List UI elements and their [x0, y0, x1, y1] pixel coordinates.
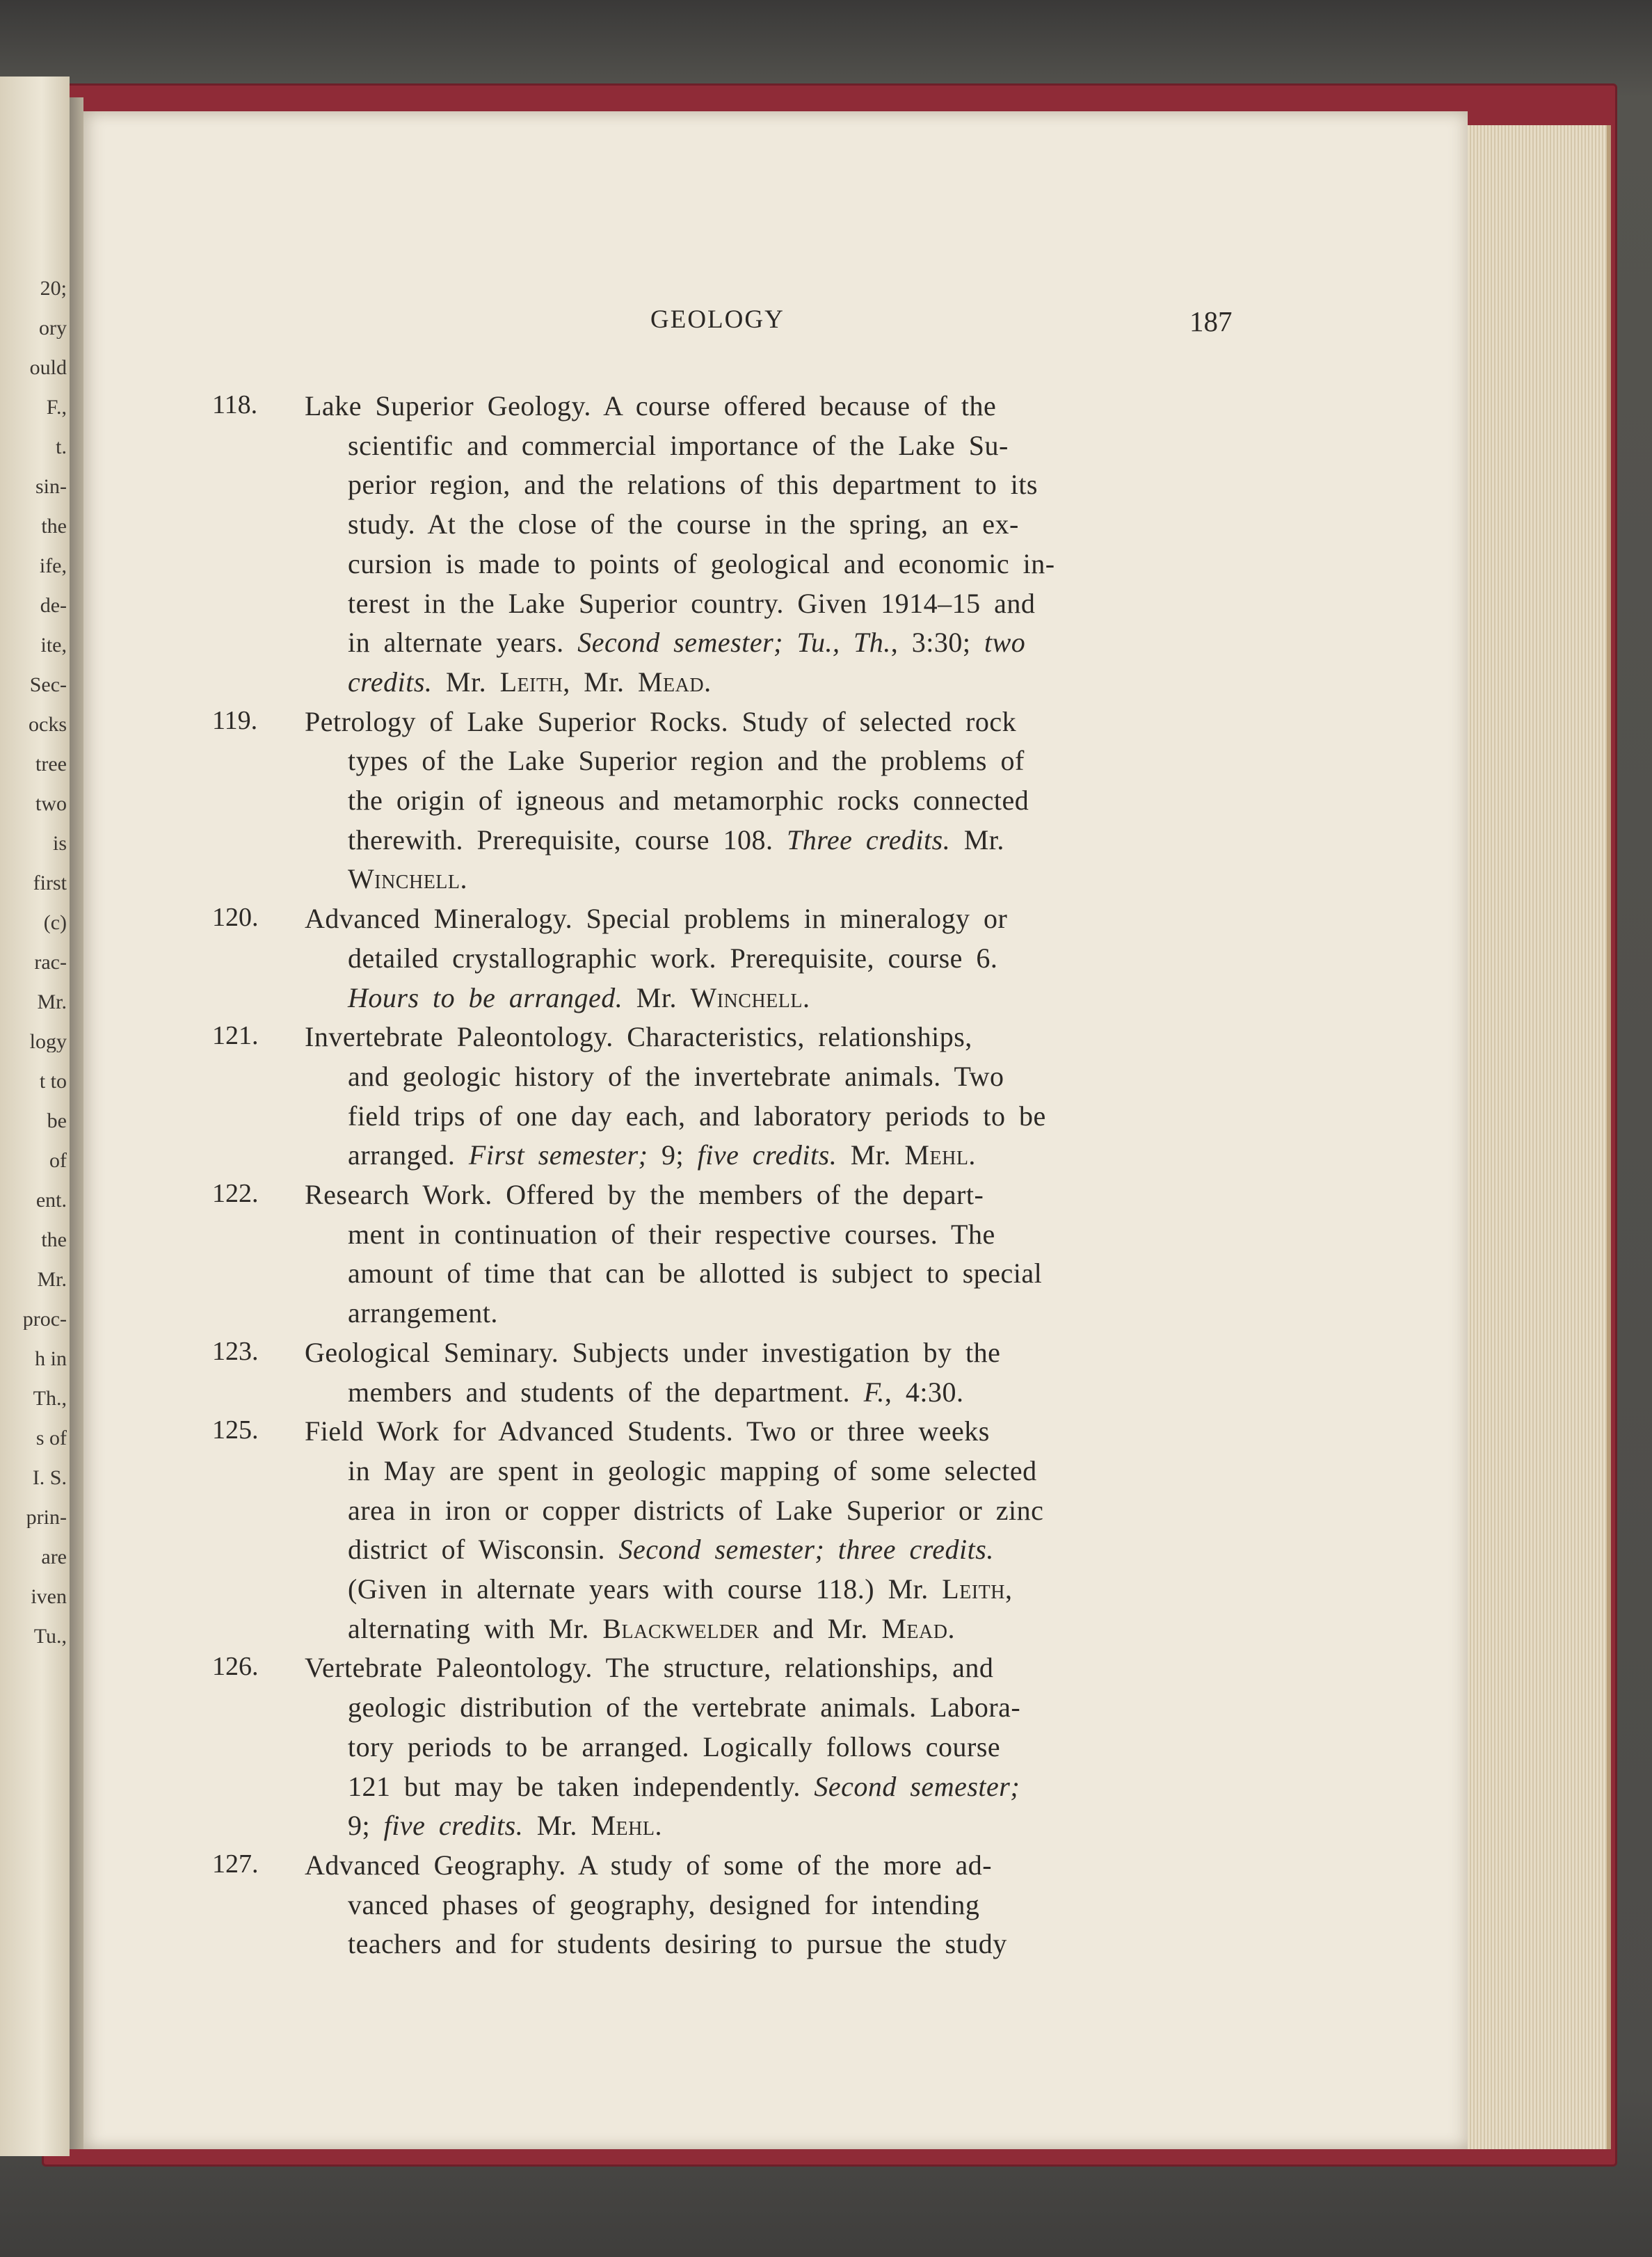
- entry-number: 119.: [212, 705, 258, 735]
- margin-text-fragment: de-: [40, 595, 67, 616]
- entry-line: [348, 824, 1004, 856]
- entry-line: [348, 1060, 1004, 1093]
- entry-number: 120.: [212, 903, 259, 933]
- entry-text: 9;: [648, 1139, 698, 1171]
- margin-text-fragment: (c): [43, 913, 67, 933]
- running-head: GEOLOGY: [650, 305, 785, 334]
- entry-text: study. At the close of the course in the spring, an ex-: [348, 508, 1019, 540]
- entry-line: [348, 1888, 979, 1921]
- entry-text: .: [802, 981, 810, 1013]
- margin-text-fragment: prin-: [26, 1507, 67, 1528]
- entry-line: [348, 1257, 1042, 1290]
- entry-text: Mr.: [432, 666, 500, 698]
- entry-text: detailed crystallographic work. Prerequisite, course 6.: [348, 942, 998, 974]
- entry-line: [348, 1139, 976, 1171]
- margin-text-fragment: ould: [29, 358, 67, 378]
- instructor-name: Blackwelder: [602, 1612, 760, 1644]
- entry-text: Geological Seminary. Subjects under investigation by the: [305, 1336, 1001, 1368]
- schedule-italic: First semester;: [468, 1139, 648, 1171]
- entry-text: the origin of igneous and metamorphic rocks connected: [348, 785, 1029, 816]
- margin-text-fragment: I. S.: [32, 1468, 67, 1488]
- schedule-italic: five credits.: [697, 1139, 837, 1171]
- margin-text-fragment: t.: [56, 437, 67, 458]
- entry-text: Mr.: [623, 981, 691, 1013]
- entry-text: scientific and commercial importance of the Lake Su-: [348, 429, 1009, 461]
- entry-text: and Mr.: [759, 1612, 882, 1644]
- entry-text: Mr.: [523, 1810, 591, 1842]
- entry-text: teachers and for students desiring to pursue the study: [348, 1928, 1007, 1960]
- entry-text: Field Work for Advanced Students. Two or three weeks: [305, 1415, 990, 1447]
- entry-line: [305, 902, 1007, 935]
- margin-text-fragment: proc-: [22, 1309, 67, 1330]
- entry-line: [348, 1927, 1007, 1960]
- entry-line: [305, 389, 996, 422]
- entry-line: [348, 626, 1025, 659]
- entry-text: area in iron or copper districts of Lake Superior or zinc: [348, 1494, 1044, 1526]
- schedule-italic: Second semester; Tu., Th.: [577, 627, 891, 659]
- margin-text-fragment: tree: [35, 754, 67, 775]
- margin-text-fragment: Mr.: [37, 1269, 67, 1290]
- entry-text: .: [947, 1612, 955, 1644]
- entry-text: district of Wisconsin.: [348, 1534, 619, 1566]
- schedule-italic: F.: [863, 1376, 885, 1408]
- entry-line: [348, 784, 1029, 817]
- entry-text: members and students of the department.: [348, 1376, 864, 1408]
- margin-text-fragment: are: [41, 1547, 67, 1568]
- entry-text: in May are spent in geologic mapping of some selected: [348, 1454, 1037, 1486]
- entry-line: [348, 1730, 1000, 1763]
- schedule-italic: Second semester; three credits.: [618, 1534, 994, 1566]
- margin-text-fragment: rac-: [34, 952, 67, 973]
- entry-text: alternating with Mr.: [348, 1612, 603, 1644]
- entry-line: [348, 862, 467, 895]
- entry-line: [348, 981, 810, 1014]
- instructor-name: Leith: [942, 1573, 1005, 1605]
- entry-text: Advanced Geography. A study of some of the more ad-: [305, 1849, 993, 1881]
- entry-line: [348, 1691, 1020, 1724]
- entry-text: 121 but may be taken independently.: [348, 1770, 815, 1802]
- margin-text-fragment: sin-: [35, 476, 67, 497]
- instructor-name: Winchell: [348, 863, 460, 895]
- margin-text-fragment: F.,: [46, 397, 67, 418]
- entry-line: [305, 1020, 972, 1053]
- margin-text-fragment: 20;: [40, 278, 67, 299]
- entry-number: 123.: [212, 1336, 259, 1366]
- entry-text: Invertebrate Paleontology. Characteristics, relationships,: [305, 1021, 972, 1053]
- schedule-italic: credits.: [348, 666, 433, 698]
- margin-text-fragment: the: [41, 1230, 67, 1251]
- margin-text-fragment: logy: [29, 1031, 67, 1052]
- entry-line: [348, 547, 1055, 580]
- entry-text: .: [968, 1139, 976, 1171]
- book-gutter: [70, 97, 83, 2149]
- entry-text: and geologic history of the invertebrate animals. Two: [348, 1060, 1004, 1092]
- schedule-italic: two: [984, 627, 1026, 659]
- schedule-italic: Second semester;: [814, 1770, 1020, 1802]
- entry-text: cursion is made to points of geological and economic in-: [348, 547, 1055, 579]
- entry-text: .: [655, 1810, 662, 1842]
- margin-text-fragment: h in: [35, 1349, 67, 1370]
- entry-text: terest in the Lake Superior country. Given 1914–15 and: [348, 587, 1036, 619]
- schedule-italic: five credits.: [383, 1810, 524, 1842]
- entry-line: [305, 1415, 990, 1447]
- instructor-name: Mehl: [904, 1139, 969, 1171]
- margin-text-fragment: is: [52, 833, 67, 854]
- entry-line: [348, 666, 712, 698]
- margin-text-fragment: Sec-: [29, 675, 67, 696]
- entry-line: [348, 1296, 498, 1329]
- margin-text-fragment: first: [33, 873, 67, 894]
- margin-text-fragment: Mr.: [37, 992, 67, 1013]
- entry-line: [348, 1809, 662, 1842]
- entry-line: [305, 1336, 1000, 1369]
- margin-text-fragment: Tu.,: [33, 1626, 67, 1647]
- instructor-name: Mead: [881, 1612, 948, 1644]
- entry-line: [348, 429, 1009, 462]
- margin-text-fragment: be: [47, 1111, 67, 1132]
- entry-text: Lake Superior Geology. A course offered because of the: [305, 390, 997, 421]
- entry-text: Vertebrate Paleontology. The structure, relationships, and: [305, 1652, 994, 1684]
- entry-line: [348, 1573, 1012, 1605]
- entry-line: [348, 744, 1025, 777]
- entry-text: arrangement.: [348, 1297, 498, 1329]
- entry-number: 126.: [212, 1652, 259, 1682]
- entry-line: [348, 1218, 995, 1251]
- entry-text: Research Work. Offered by the members of the depart-: [305, 1179, 984, 1210]
- entry-line: [305, 1849, 992, 1881]
- entry-text: perior region, and the relations of this department to its: [348, 469, 1038, 501]
- entry-text: ment in continuation of their respective courses. The: [348, 1218, 995, 1250]
- entry-line: [348, 1376, 964, 1408]
- entry-text: Advanced Mineralogy. Special problems in mineralogy or: [305, 903, 1008, 935]
- margin-text-fragment: ite,: [40, 635, 67, 656]
- schedule-italic: Three credits.: [787, 824, 951, 856]
- entry-text: tory periods to be arranged. Logically follows course: [348, 1730, 1001, 1762]
- entry-text: 9;: [348, 1810, 384, 1842]
- entry-number: 121.: [212, 1021, 259, 1051]
- entry-text: ,: [1004, 1573, 1013, 1605]
- entry-number: 125.: [212, 1415, 259, 1445]
- entry-text: amount of time that can be allotted is subject to special: [348, 1258, 1043, 1290]
- entry-text: .: [704, 666, 712, 698]
- entry-text: arranged.: [348, 1139, 469, 1171]
- margin-text-fragment: the: [41, 516, 67, 537]
- entry-line: [348, 1612, 955, 1645]
- page-edges: [1468, 125, 1611, 2149]
- entry-text: Petrology of Lake Superior Rocks. Study of selected rock: [305, 705, 1017, 737]
- entry-text: , Mr.: [563, 666, 638, 698]
- entry-text: , 4:30.: [884, 1376, 964, 1408]
- entry-text: (Given in alternate years with course 118.) Mr.: [348, 1573, 943, 1605]
- margin-text-fragment: s of: [35, 1428, 67, 1449]
- page-number: 187: [1189, 305, 1233, 337]
- entry-text: types of the Lake Superior region and the problems of: [348, 745, 1025, 777]
- entry-text: geologic distribution of the vertebrate animals. Labora-: [348, 1692, 1021, 1724]
- margin-text-fragment: ory: [39, 318, 67, 339]
- entry-line: [348, 1454, 1037, 1487]
- instructor-name: Mehl: [591, 1810, 655, 1842]
- entry-line: [348, 1100, 1046, 1132]
- instructor-name: Leith: [499, 666, 563, 698]
- margin-text-fragment: ent.: [35, 1190, 67, 1211]
- margin-text-fragment: Th.,: [33, 1388, 67, 1409]
- entry-line: [348, 942, 997, 974]
- entry-line: [305, 705, 1016, 738]
- margin-text-fragment: iven: [31, 1587, 67, 1607]
- margin-text-fragment: t to: [39, 1071, 67, 1092]
- entry-text: in alternate years.: [348, 627, 578, 659]
- entry-text: therewith. Prerequisite, course 108.: [348, 824, 787, 856]
- margin-text-fragment: ocks: [29, 714, 67, 735]
- schedule-italic: Hours to be arranged.: [348, 981, 623, 1013]
- entry-line: [348, 587, 1035, 620]
- entry-number: 118.: [212, 390, 258, 419]
- entry-text: Mr.: [950, 824, 1004, 856]
- entry-line: [348, 1770, 1020, 1803]
- entry-number: 127.: [212, 1849, 259, 1879]
- entry-line: [348, 508, 1019, 540]
- entry-line: [348, 1494, 1043, 1527]
- entry-line: [348, 468, 1038, 501]
- entry-number: 122.: [212, 1179, 259, 1208]
- entry-text: Mr.: [837, 1139, 905, 1171]
- margin-text-fragment: two: [35, 794, 67, 814]
- entry-text: vanced phases of geography, designed for intending: [348, 1888, 980, 1920]
- instructor-name: Winchell: [690, 981, 803, 1013]
- instructor-name: Mead: [637, 666, 705, 698]
- margin-text-fragment: of: [49, 1150, 67, 1171]
- margin-text-fragment: ife,: [39, 556, 67, 577]
- entry-line: [348, 1533, 994, 1566]
- entry-line: [305, 1178, 984, 1211]
- entry-line: [305, 1651, 993, 1684]
- entry-text: .: [460, 863, 468, 895]
- entry-text: field trips of one day each, and laboratory periods to be: [348, 1100, 1046, 1132]
- entry-text: , 3:30;: [890, 627, 984, 659]
